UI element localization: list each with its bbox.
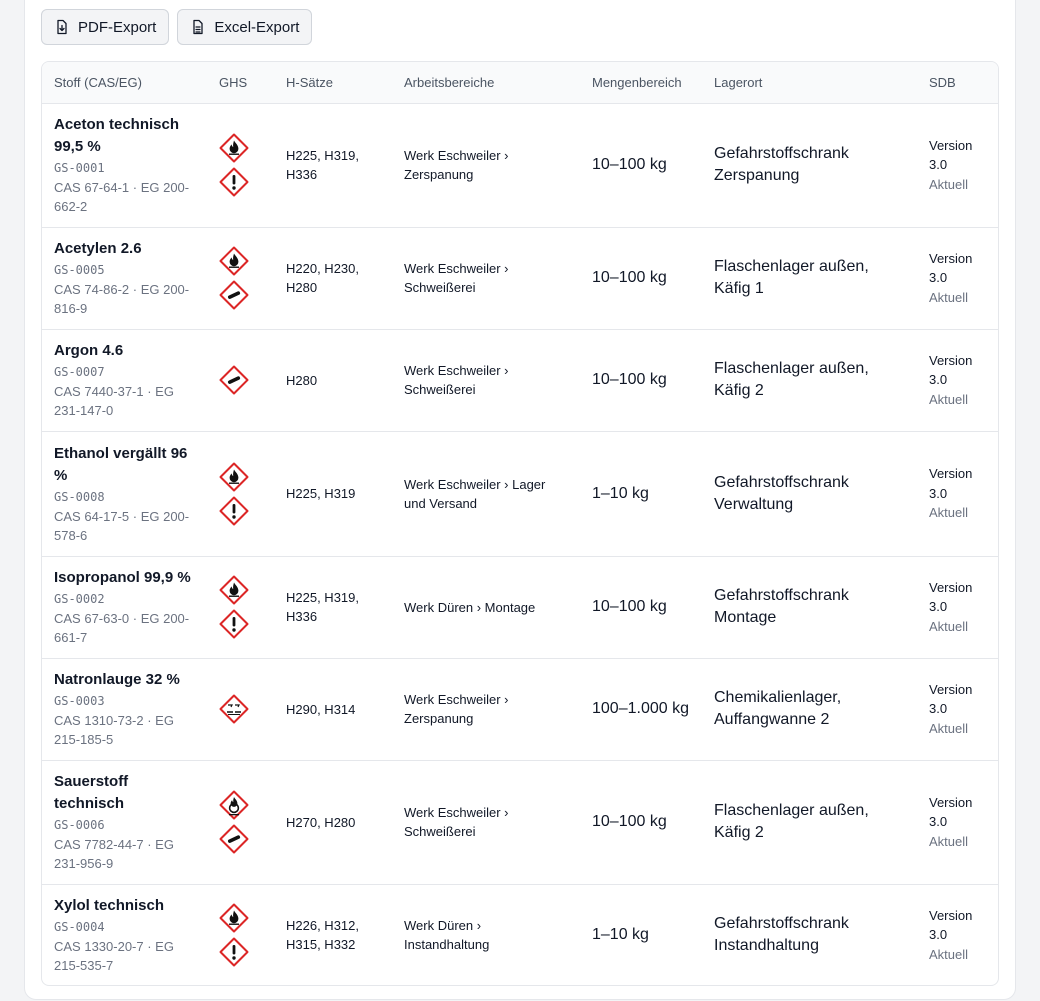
gas-cylinder-pictogram-icon [219,824,249,854]
quantity-cell [580,760,702,884]
sdb-version[interactable]: Version 3.0 [929,466,973,501]
location-cell [702,103,917,227]
substance-name[interactable]: Sauerstoff technisch [54,773,129,812]
work-area-cell [392,884,580,985]
sdb-cell [917,658,999,760]
storage-location: Gefahrstoffschrank Zerspanung [714,145,849,184]
substance-cell [42,227,207,329]
h-statements: H225, H319 [286,486,356,501]
sdb-status: Aktuell [929,720,969,736]
quantity-cell [580,329,702,431]
sdb-status: Aktuell [929,946,969,962]
h-statements-cell [274,658,392,760]
storage-location: Gefahrstoffschrank Verwaltung [714,473,849,513]
storage-location: Chemikalienlager, Auffangwanne 2 [714,689,842,728]
flame-pictogram-icon [219,246,249,276]
substance-cas-eg: CAS 74-86-2 · EG 200-816-9 [54,282,190,316]
substance-cas-eg: CAS 67-64-1 · EG 200-662-2 [54,180,190,214]
table-row[interactable] [42,884,999,985]
substance-id: GS-0005 [54,263,105,277]
substance-cas-eg: CAS 1310-73-2 · EG 215-185-5 [54,713,174,747]
excel-export-button[interactable] [177,9,312,45]
substance-name[interactable]: Natronlauge 32 % [54,671,180,688]
work-area: Werk Eschweiler › Schweißerei [404,363,509,397]
substance-id: GS-0007 [54,365,105,379]
substance-cas-eg: CAS 64-17-5 · EG 200-578-6 [54,508,190,543]
work-area-cell [392,103,580,227]
exclamation-pictogram-icon [219,609,249,639]
sdb-status: Aktuell [929,289,969,305]
substance-id: GS-0004 [54,919,105,934]
table-row[interactable] [42,329,999,431]
work-area-cell [392,431,580,556]
sdb-status: Aktuell [929,176,969,192]
header-sdb[interactable]: SDB [917,62,999,103]
quantity-cell [580,658,702,760]
work-area-cell [392,227,580,329]
header-work-areas[interactable]: Arbeitsbereiche [392,62,580,103]
sdb-version[interactable]: Version 3.0 [929,250,973,286]
header-storage-location[interactable]: Lagerort [702,62,917,103]
sdb-version[interactable]: Version 3.0 [929,794,973,830]
ghs-cell [207,556,274,658]
sdb-cell [917,431,999,556]
excel-export-label: Excel-Export [214,18,300,36]
gas-cylinder-pictogram-icon [219,365,249,395]
sdb-version[interactable]: Version 3.0 [929,681,973,717]
storage-location: Flaschenlager außen, Käfig 2 [714,360,869,399]
ghs-cell [207,103,274,227]
substance-cas-eg: CAS 1330-20-7 · EG 215-535-7 [54,938,174,973]
header-ghs[interactable]: GHS [207,62,274,103]
sdb-version[interactable]: Version 3.0 [929,907,973,942]
header-substance[interactable]: Stoff (CAS/EG) [42,62,207,103]
sdb-cell [917,227,999,329]
table-row[interactable] [42,658,999,760]
sdb-cell [917,556,999,658]
location-cell [702,329,917,431]
quantity-range: 100–1.000 kg [592,700,689,717]
sdb-cell [917,884,999,985]
substance-cas-eg: CAS 7782-44-7 · EG 231-956-9 [54,837,174,871]
substance-cell [42,431,207,556]
substance-name[interactable]: Argon 4.6 [54,342,124,359]
export-toolbar [41,9,312,45]
flame-pictogram-icon [219,133,249,163]
h-statements: H225, H319, H336 [286,148,359,182]
work-area: Werk Eschweiler › Schweißerei [404,261,509,295]
sdb-status: Aktuell [929,505,969,521]
quantity-range: 10–100 kg [592,598,667,615]
storage-location: Flaschenlager außen, Käfig 1 [714,258,869,297]
table-row[interactable] [42,556,999,658]
pdf-export-button[interactable] [41,9,169,45]
header-quantity-range[interactable]: Mengenbereich [580,62,702,103]
flame-pictogram-icon [219,575,249,605]
work-area: Werk Eschweiler › Schweißerei [404,805,509,839]
sdb-version[interactable]: Version 3.0 [929,352,973,388]
ghs-cell [207,227,274,329]
h-statements: H280 [286,372,318,388]
sdb-status: Aktuell [929,833,969,849]
h-statements: H270, H280 [286,814,356,830]
sdb-version[interactable]: Version 3.0 [929,579,973,615]
substance-name[interactable]: Isopropanol 99,9 % [54,569,191,586]
sdb-cell [917,760,999,884]
sdb-status: Aktuell [929,391,969,407]
quantity-range: 10–100 kg [592,269,667,286]
ghs-cell [207,760,274,884]
substance-cell [42,556,207,658]
quantity-cell [580,227,702,329]
table-header-row [42,62,999,103]
flame-pictogram-icon [219,903,249,933]
storage-location: Gefahrstoffschrank Montage [714,587,849,626]
h-statements-cell [274,103,392,227]
table-row[interactable] [42,227,999,329]
file-download-icon [54,19,70,35]
substance-cell [42,760,207,884]
h-statements: H290, H314 [286,701,356,717]
storage-location: Flaschenlager außen, Käfig 2 [714,802,869,841]
substance-id: GS-0006 [54,818,105,832]
location-cell [702,760,917,884]
sdb-status: Aktuell [929,618,969,634]
quantity-cell [580,884,702,985]
substance-name[interactable]: Ethanol vergällt 96 % [54,444,188,484]
substance-id: GS-0008 [54,489,105,504]
location-cell [702,658,917,760]
hazardous-substances-table [41,61,999,986]
ghs-cell [207,658,274,760]
work-area-cell [392,658,580,760]
substance-cas-eg: CAS 7440-37-1 · EG 231-147-0 [54,384,174,418]
work-area-cell [392,760,580,884]
work-area: Werk Düren › Montage [404,599,536,615]
location-cell [702,431,917,556]
h-statements-cell [274,329,392,431]
substance-cell [42,658,207,760]
substance-cas-eg: CAS 67-63-0 · EG 200-661-7 [54,611,190,645]
work-area-cell [392,556,580,658]
exclamation-pictogram-icon [219,496,249,526]
gas-cylinder-pictogram-icon [219,280,249,310]
exclamation-pictogram-icon [219,937,249,967]
file-sheet-icon [190,19,206,35]
table-row[interactable] [42,760,999,884]
work-area: Werk Eschweiler › Zerspanung [404,148,509,182]
quantity-cell [580,431,702,556]
h-statements-cell [274,431,392,556]
substance-cell [42,329,207,431]
sdb-cell [917,103,999,227]
work-area: Werk Düren › Instandhaltung [404,917,490,952]
flame-pictogram-icon [219,462,249,492]
substance-name[interactable]: Xylol technisch [54,896,165,914]
substance-id: GS-0003 [54,694,105,708]
corrosion-pictogram-icon [219,694,249,724]
table-row[interactable] [42,431,999,556]
sdb-cell [917,329,999,431]
storage-location: Gefahrstoffschrank Instandhaltung [714,914,849,954]
h-statements: H220, H230, H280 [286,261,359,295]
quantity-cell [580,556,702,658]
header-h-statements[interactable]: H-Sätze [274,62,392,103]
substance-name[interactable]: Acetylen 2.6 [54,240,142,257]
quantity-range: 10–100 kg [592,371,667,388]
ghs-cell [207,884,274,985]
h-statements-cell [274,884,392,985]
substance-name[interactable]: Aceton technisch 99,5 % [54,116,180,155]
substance-id: GS-0001 [54,161,105,175]
pdf-export-label: PDF-Export [78,18,157,36]
h-statements-cell [274,760,392,884]
h-statements: H225, H319, H336 [286,590,359,624]
table-row[interactable] [42,103,999,227]
substance-cell [42,103,207,227]
ghs-cell [207,431,274,556]
location-cell [702,884,917,985]
h-statements: H226, H312, H315, H332 [286,917,359,952]
quantity-range: 1–10 kg [592,925,649,943]
substance-id: GS-0002 [54,592,105,606]
substance-cell [42,884,207,985]
quantity-range: 1–10 kg [592,484,649,502]
exclamation-pictogram-icon [219,167,249,197]
quantity-range: 10–100 kg [592,813,667,830]
h-statements-cell [274,556,392,658]
work-area: Werk Eschweiler › Zerspanung [404,692,509,726]
quantity-range: 10–100 kg [592,156,667,173]
flame-over-circle-pictogram-icon [219,790,249,820]
ghs-cell [207,329,274,431]
sdb-version[interactable]: Version 3.0 [929,137,973,173]
h-statements-cell [274,227,392,329]
quantity-cell [580,103,702,227]
work-area-cell [392,329,580,431]
work-area: Werk Eschweiler › Lager und Versand [404,476,546,511]
location-cell [702,556,917,658]
location-cell [702,227,917,329]
